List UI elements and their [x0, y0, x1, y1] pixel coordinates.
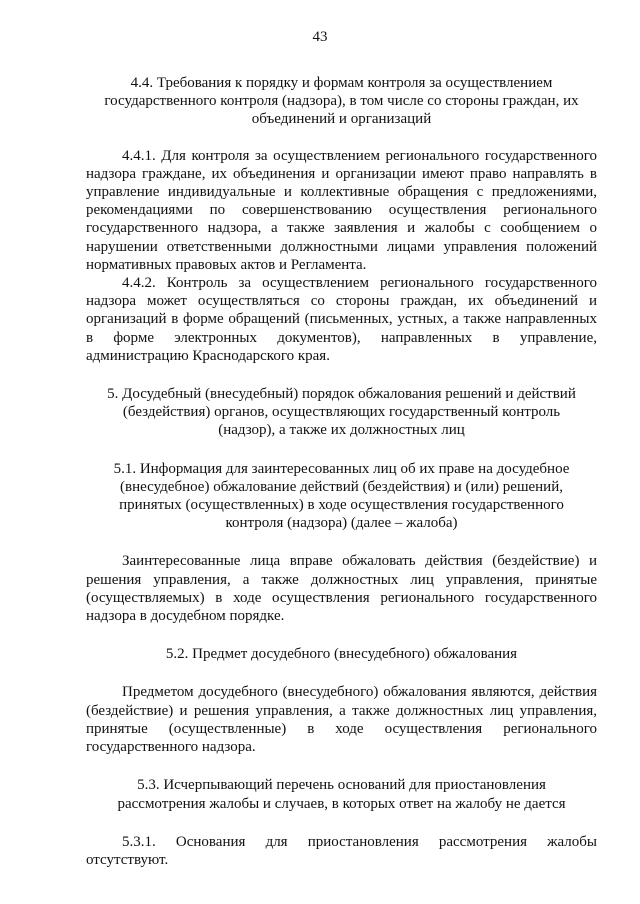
paragraph-4-4-1: 4.4.1. Для контроля за осуществлением регионального государственного надзора граждане, их объединения и организации имеют право направлять в управление индивидуальные и коллективные обращения с предложениями, рекомендациями по совершенствованию осуществления регионального государственного надзора, а также заявления и жалобы с сообщением о нарушении ответственными должностными лицами управления положений нормативных правовых актов и Регламента.	[86, 147, 597, 273]
section-5-2-heading: 5.2. Предмет досудебного (внесудебного) обжалования	[165, 646, 518, 663]
section-5-1-heading: 5.1. Информация для заинтересованных лиц об их праве на досудебное (внесудебное) обжалование действий (бездействия) и (или) решений, принятых (осуществленных) в ходе осуществления государственного контроля (надзора) (далее – жалоба)	[113, 460, 570, 532]
paragraph-5-2: Предметом досудебного (внесудебного) обжалования являются, действия (бездействие) и решения управления, а также должностных лиц управления, принятые (осуществленные) в ходе осуществления регионального государственного надзора.	[86, 684, 597, 756]
paragraph-5-1: Заинтересованные лица вправе обжаловать действия (бездействие) и решения управления, а также должностных лиц управления, принятые (осуществляемых) в ходе осуществления регионального государственного надзора в досудебном порядке.	[86, 553, 597, 625]
page-number: 43	[312, 29, 328, 45]
paragraph-4-4-2: 4.4.2. Контроль за осуществлением регионального государственного надзора может осуществляться со стороны граждан, их объединений и организаций в форме обращений (письменных, устных, а также направленных в форме электронных документов), направленных в управление, администрацию Краснодарского края.	[86, 275, 597, 364]
section-5-3-heading: 5.3. Исчерпывающий перечень оснований для приостановления рассмотрения жалобы и случаев, в которых ответ на жалобу не дается	[117, 777, 566, 812]
paragraph-5-3-1: 5.3.1. Основания для приостановления рассмотрения жалобы отсутствуют.	[86, 833, 597, 868]
section-4-4-heading: 4.4. Требования к порядку и формам контроля за осуществлением государственного контроля (надзора), в том числе со стороны граждан, их объединений и организаций	[104, 75, 579, 128]
section-5-heading: 5. Досудебный (внесудебный) порядок обжалования решений и действий (бездействия) органов, осуществляющих государственный контроль (надзор), а также их должностных лиц	[107, 386, 576, 439]
page-content	[86, 74, 597, 869]
